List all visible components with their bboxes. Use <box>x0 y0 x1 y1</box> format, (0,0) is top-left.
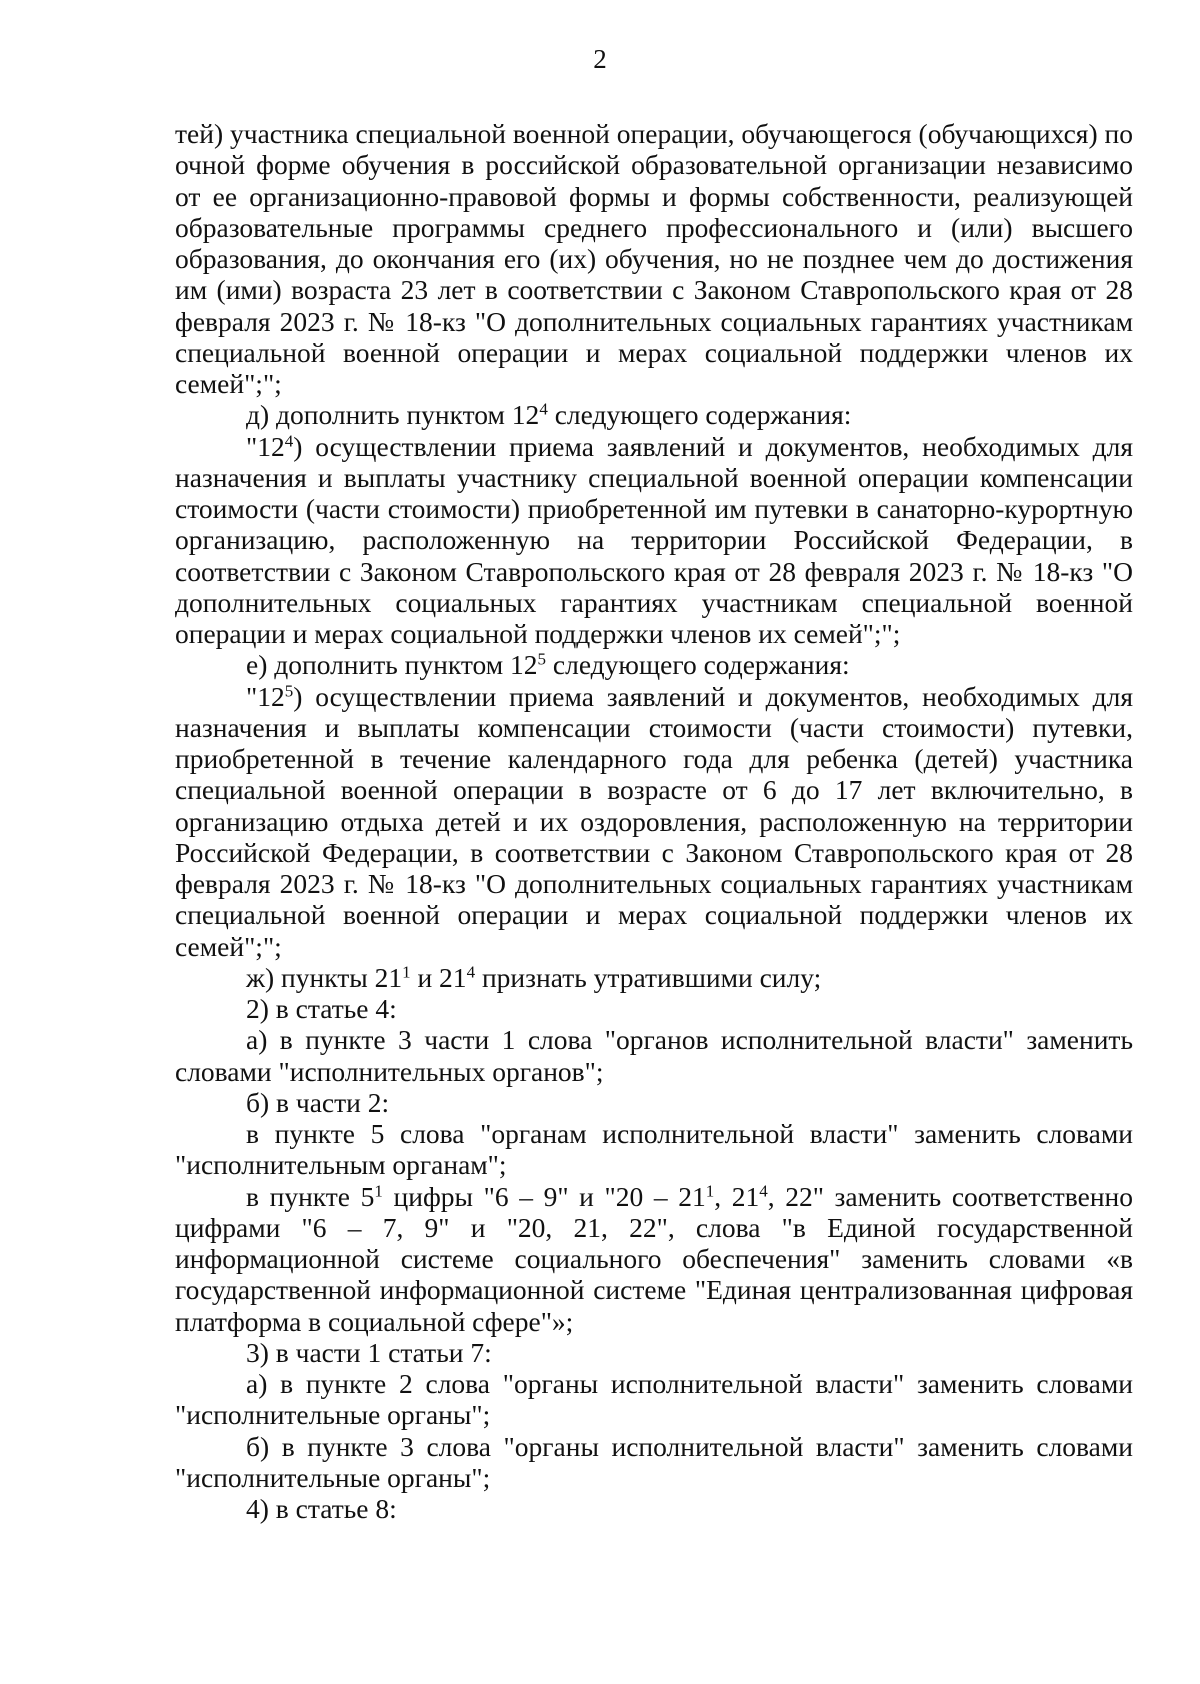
superscript: 4 <box>466 962 476 982</box>
text-run: 3) в части 1 статьи 7: <box>246 1336 492 1368</box>
text-run: , 22" заменить соответственно цифрами "6 – 7, 9" и "20, 21, 22", слова "в Единой государственной информационной системе социального обеспечения" заменить словами «в государственной информационной системе "Единая централизованная цифровая платформа в социальной сфере"»; <box>175 1180 1134 1337</box>
paragraph <box>175 681 1133 962</box>
text-run: цифры "6 – 9" и "20 – 21 <box>382 1180 706 1212</box>
text-run: а) в пункте 3 части 1 слова "органов исполнительной власти" заменить словами "исполнительных органов"; <box>175 1024 1133 1087</box>
superscript: 4 <box>284 431 294 451</box>
superscript: 5 <box>284 681 294 701</box>
paragraph <box>175 1118 1133 1181</box>
paragraph <box>175 118 1133 399</box>
text-run: б) в пункте 3 слова "органы исполнительной власти" заменить словами "исполнительные органы"; <box>175 1430 1133 1493</box>
paragraph <box>175 1024 1133 1087</box>
superscript: 1 <box>705 1181 715 1201</box>
superscript: 5 <box>537 649 547 669</box>
text-run: следующего содержания: <box>547 399 852 431</box>
text-run: тей) участника специальной военной операции, обучающегося (обучающихся) по очной форме обучения в российской образовательной организации независимо от ее организационно-правовой формы и формы собственности, реализующей образовательные программы среднего профессионального и (или) высшего образования, до окончания его (их) обучения, но не позднее чем до достижения им (ими) возраста 23 лет в соответствии с Законом Ставропольского края от 28 февраля 2023 г. № 18-кз "О дополнительных социальных гарантиях участникам специальной военной операции и мерах социальной поддержки членов их семей";"; <box>175 118 1133 399</box>
paragraph <box>175 1431 1133 1494</box>
text-run: в пункте 5 слова "органам исполнительной власти" заменить словами "исполнительным органам"; <box>175 1118 1133 1181</box>
text-run: ) осуществлении приема заявлений и документов, необходимых для назначения и выплаты компенсации стоимости (части стоимости) путевки, приобретенной в течение календарного года для ребенка (детей) участника специальной военной операции в возрасте от 6 до 17 лет включительно, в организацию отдыха детей и их оздоровления, расположенную на территории Российской Федерации, в соответствии с Законом Ставропольского края от 28 февраля 2023 г. № 18-кз "О дополнительных социальных гарантиях участникам специальной военной операции и мерах социальной поддержки членов их семей";"; <box>175 680 1133 962</box>
text-run: а) в пункте 2 слова "органы исполнительной власти" заменить словами "исполнительные органы"; <box>175 1368 1133 1431</box>
paragraph <box>175 399 1133 430</box>
text-run: "12 <box>246 680 285 712</box>
text-run: в пункте 5 <box>246 1180 375 1212</box>
text-run: признать утратившими силу; <box>475 961 822 993</box>
text-run: ) осуществлении приема заявлений и документов, необходимых для назначения и выплаты участнику специальной военной операции компенсации стоимости (части стоимости) приобретенной им путевки в санаторно-курортную организацию, расположенную на территории Российской Федерации, в соответствии с Законом Ставропольского края от 28 февраля 2023 г. № 18-кз "О дополнительных социальных гарантиях участникам специальной военной операции и мерах социальной поддержки членов их семей";"; <box>175 430 1133 649</box>
text-run: е) дополнить пунктом 12 <box>246 649 538 681</box>
text-run: , 21 <box>714 1180 760 1212</box>
paragraph <box>175 1181 1133 1337</box>
text-run: "12 <box>246 430 285 462</box>
superscript: 1 <box>402 962 411 982</box>
text-run: 2) в статье 4: <box>246 993 397 1024</box>
text-run: б) в части 2: <box>246 1086 390 1118</box>
text-run: ж) пункты 21 <box>246 961 403 993</box>
superscript: 4 <box>539 399 548 419</box>
page-number: 2 <box>593 44 607 74</box>
superscript: 4 <box>759 1181 768 1201</box>
paragraph <box>175 649 1133 680</box>
text-run: следующего содержания: <box>546 649 850 681</box>
document-body <box>175 118 1133 1524</box>
text-run: д) дополнить пунктом 12 <box>246 399 540 431</box>
paragraph <box>175 962 1133 993</box>
paragraph <box>175 1493 1133 1524</box>
paragraph <box>175 1368 1133 1431</box>
paragraph <box>175 431 1133 650</box>
paragraph <box>175 993 1133 1024</box>
paragraph <box>175 1337 1133 1368</box>
text-run: 4) в статье 8: <box>246 1493 397 1524</box>
paragraph <box>175 1087 1133 1118</box>
superscript: 1 <box>374 1181 383 1201</box>
text-run: и 21 <box>410 961 467 993</box>
